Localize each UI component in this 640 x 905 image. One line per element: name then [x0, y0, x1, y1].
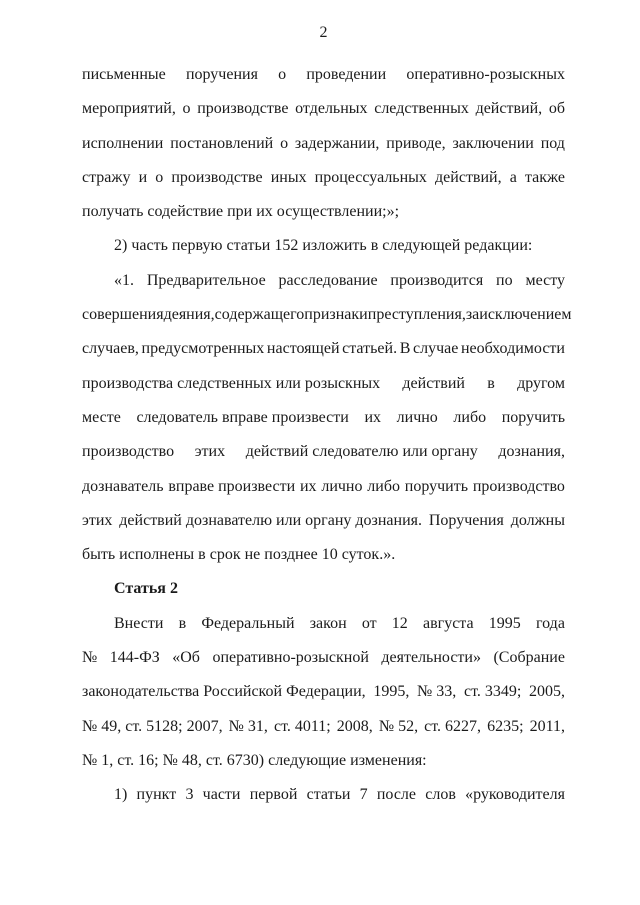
text-line [82, 641, 565, 675]
word: поручить [501, 408, 565, 426]
word: производство [82, 443, 175, 461]
word: № 31, [228, 717, 268, 735]
word: следственных [374, 100, 469, 118]
word: отдельных [295, 100, 368, 118]
word: дознаватель [82, 477, 164, 495]
word: месту [525, 271, 565, 289]
word: их [299, 477, 317, 495]
word: под [540, 134, 565, 152]
word: 144-ФЗ [109, 649, 160, 667]
paragraph [82, 264, 572, 573]
text-line: Статья 2 [114, 580, 178, 598]
text-line [82, 607, 565, 641]
word: мероприятий, [82, 100, 176, 118]
word: действий, [435, 168, 502, 186]
word: статьи [306, 786, 351, 804]
word: производства следственных или розыскных [82, 374, 381, 392]
text-line [82, 58, 565, 92]
word: либо [453, 408, 487, 426]
word: оперативно-розыскной [212, 649, 369, 667]
word: оперативно-розыскных [406, 66, 565, 83]
word: закон [309, 614, 347, 632]
word: иных [270, 168, 307, 186]
word: дознания, [498, 443, 565, 461]
word: поручить [404, 477, 469, 495]
word: другом [517, 374, 565, 392]
word: слов [425, 786, 456, 804]
word: Поручения [428, 511, 504, 529]
word: и [138, 168, 148, 186]
text-line [82, 127, 565, 161]
word: после [376, 786, 417, 804]
word: вправе произвести [168, 477, 296, 495]
word: следователь вправе произвести [136, 408, 349, 426]
word: лично [321, 477, 363, 495]
word: должны [510, 511, 565, 529]
word: статьей. [342, 340, 398, 358]
word: части [202, 786, 241, 804]
word: совершения [82, 306, 164, 324]
word: за [465, 306, 480, 324]
page-number: 2 [319, 24, 328, 41]
word: предусмотренных [141, 340, 265, 358]
word: деяния, [163, 306, 215, 324]
paragraph [82, 572, 565, 606]
text-line: 2) часть первую статьи 152 изложить в следующей редакции: [114, 237, 533, 255]
word: производстве [171, 168, 263, 186]
word: года [535, 614, 565, 632]
word: 12 [391, 614, 408, 632]
word: расследование [278, 271, 378, 289]
word: заключении [452, 134, 534, 152]
word: В [399, 340, 411, 358]
word: 2011, [529, 717, 565, 735]
word: № [82, 649, 98, 667]
word: лично [396, 408, 438, 426]
word: действий, [475, 100, 543, 118]
word: стражу [82, 168, 131, 186]
word: ст. 6227, [424, 717, 482, 735]
word: первой [249, 786, 298, 804]
word: действий следователю или органу [245, 443, 478, 461]
text-line [82, 778, 565, 812]
word: проведении [306, 66, 387, 83]
word: 2005, [529, 683, 565, 701]
text-line [82, 332, 565, 366]
word: исполнении [82, 134, 164, 152]
word: об [548, 100, 565, 118]
text-line [82, 710, 565, 744]
word: производится [390, 271, 484, 289]
word: деятельности» [381, 649, 481, 667]
text-line [82, 92, 565, 126]
paragraph [82, 778, 565, 812]
word: Предварительное [146, 271, 266, 289]
word: по [496, 271, 513, 289]
word: задержании, [294, 134, 380, 152]
word: признаки [304, 306, 368, 324]
word: постановлений [170, 134, 274, 152]
text-line [82, 470, 565, 504]
word: производство [472, 477, 565, 495]
word: «Об [172, 649, 200, 667]
word: от [361, 614, 377, 632]
word: этих [82, 511, 113, 529]
word: а [509, 168, 517, 186]
word: ст. 3349; [463, 683, 522, 701]
word: поручения [185, 66, 258, 83]
text-line [82, 298, 572, 332]
word: настоящей [266, 340, 340, 358]
word: в [178, 614, 187, 632]
word: либо [367, 477, 400, 495]
word: 1995 [488, 614, 521, 632]
text-line [82, 401, 565, 435]
document-body [82, 58, 572, 813]
text-line [82, 264, 565, 298]
word: 1) [114, 786, 128, 804]
word: действий дознавателю или органу дознания. [119, 511, 422, 529]
word: случае [413, 340, 459, 358]
word: преступления, [367, 306, 466, 324]
word: «1. [114, 271, 134, 289]
word: действий [402, 374, 465, 392]
text-line [82, 504, 565, 538]
text-line [82, 675, 565, 709]
text-line: № 1, ст. 16; № 48, ст. 6730) следующие изменения: [82, 751, 427, 769]
word: их [364, 408, 382, 426]
word: процессуальных [314, 168, 427, 186]
word: приводе, [386, 134, 446, 152]
text-line [82, 161, 565, 195]
word: месте [82, 408, 121, 426]
word: необходимости [460, 340, 565, 358]
word: случаев, [82, 340, 139, 358]
paragraph [82, 229, 565, 263]
word: содержащего [214, 306, 305, 324]
word: также [524, 168, 565, 186]
paragraph [82, 607, 565, 778]
word: о [155, 168, 164, 186]
word: августа [422, 614, 474, 632]
word: исключением [479, 306, 572, 324]
text-line [82, 367, 565, 401]
word: о [182, 100, 191, 118]
word: о [280, 134, 289, 152]
word: (Собрание [493, 649, 565, 667]
text-line [82, 435, 565, 469]
word: пункт [136, 786, 177, 804]
text-line: получать содействие при их осуществлении;»; [82, 203, 400, 221]
text-line: быть исполнены в срок не позднее 10 суток.». [82, 546, 396, 564]
word: в [487, 374, 495, 392]
word: 7 [359, 786, 368, 804]
word: Внести [114, 614, 164, 632]
word: «руководителя [465, 786, 565, 804]
word: № 49, ст. 5128; 2007, [82, 717, 223, 735]
word: письменные [82, 66, 166, 83]
word: 1995, [373, 683, 410, 701]
word: 2008, [336, 717, 373, 735]
word: законодательства Российской Федерации, [82, 683, 366, 701]
word: производстве [197, 100, 289, 118]
word: этих [194, 443, 226, 461]
word: № 33, [417, 683, 457, 701]
word: Федеральный [201, 614, 295, 632]
word: 6235; [487, 717, 524, 735]
word: 3 [185, 786, 194, 804]
word: о [278, 66, 287, 83]
paragraph [82, 58, 565, 229]
word: № 52, [378, 717, 419, 735]
word: ст. 4011; [273, 717, 331, 735]
